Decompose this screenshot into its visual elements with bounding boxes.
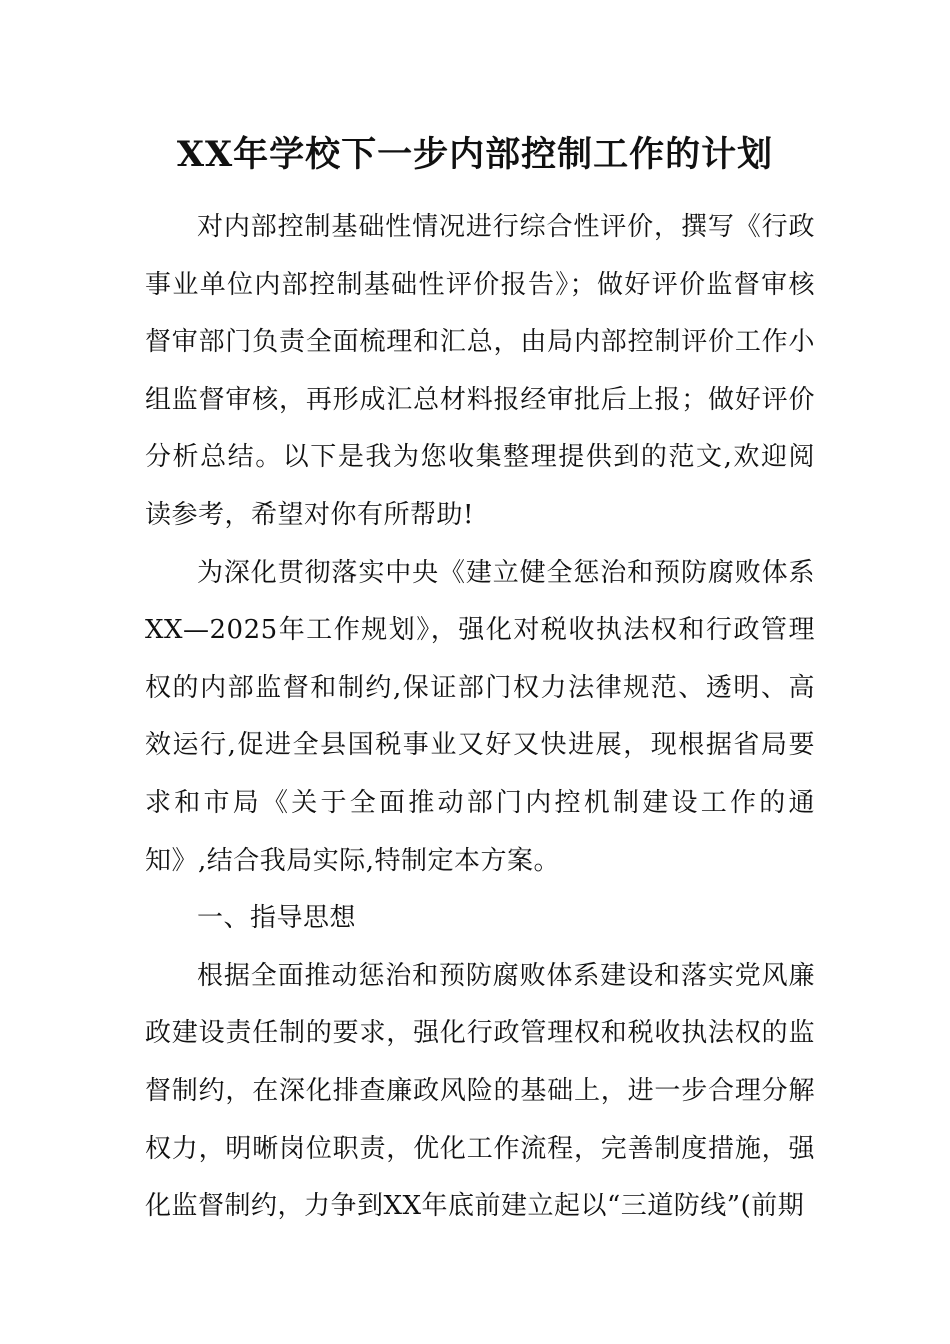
document-body — [145, 199, 815, 1236]
paragraph-guiding-ideology: 根据全面推动惩治和预防腐败体系建设和落实党风廉政建设责任制的要求，强化行政管理权和税收执法权的监督制约，在深化排查廉政风险的基础上，进一步合理分解权力，明晰岗位职责，优化工作流程，完善制度措施，强化监督制约，力争到XX年底前建立起以“三道防线”(前期 — [145, 960, 815, 1222]
section-heading-guiding-ideology: 一、指导思想 — [197, 903, 357, 934]
document-title: XX年学校下一步内部控制工作的计划 — [176, 134, 774, 175]
paragraph-purpose: 为深化贯彻落实中央《建立健全惩治和预防腐败体系XX—2025年工作规划》，强化对税收执法权和行政管理权的内部监督和制约,保证部门权力法律规范、透明、高效运行,促进全县国税事业又好又快进展，现根据省局要求和市局《关于全面推动部门内控机制建设工作的通知》,结合我局实际,特制定本方案。 — [145, 557, 815, 876]
paragraph-intro: 对内部控制基础性情况进行综合性评价，撰写《行政事业单位内部控制基础性评价报告》；做好评价监督审核督审部门负责全面梳理和汇总，由局内部控制评价工作小组监督审核，再形成汇总材料报经审批后上报；做好评价分析总结。以下是我为您收集整理提供到的范文,欢迎阅读参考，希望对你有所帮助! — [145, 212, 815, 530]
